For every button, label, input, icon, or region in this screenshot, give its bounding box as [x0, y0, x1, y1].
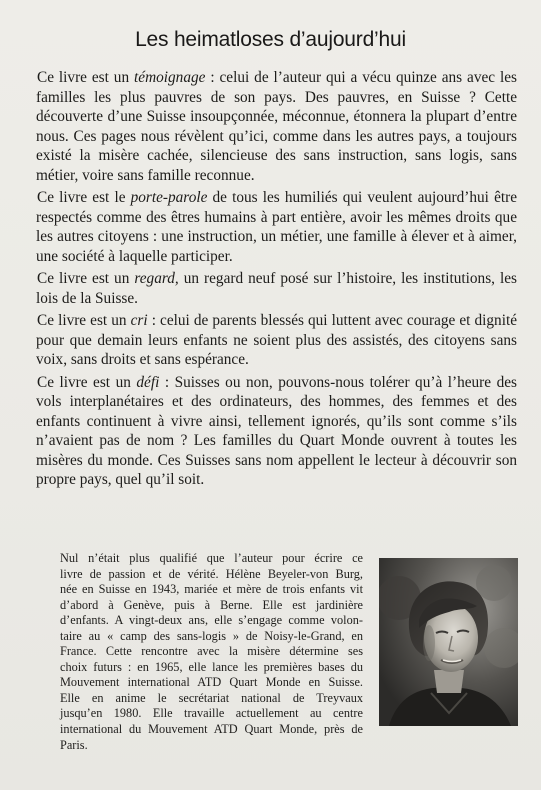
- paragraph-body: : Suisses ou non, pouvons-nous tolérer qu’à l’heure des vols interplanétaires et des ordinateurs, des hommes, des femmes et des enfants continuent à vivre ainsi, tellement ignorés, qu’ils sont comme s’ils n’avaient pas de nom ? Les familles du Quart Monde ouvrent à toutes les misères du monde. Ces Suisses sans nom appellent le lecteur à découvrir son propre pays, quel qu’il soit.: [36, 373, 517, 488]
- bio-line: Mouvement international ATD Quart Monde en Suisse.: [60, 675, 363, 690]
- blurb-paragraph-cri: [36, 311, 517, 370]
- bio-line: Paris.: [60, 737, 88, 752]
- paragraph-body: de tous les humiliés qui veulent aujourd’hui être respectés comme des êtres humains à part entière, avoir les mêmes droits que les autres citoyens : une instruction, un métier, une famille à élever et à aimer, une société à laquelle participer.: [36, 189, 517, 265]
- paragraph-lead: Ce livre est un: [37, 69, 135, 86]
- blurb-text: [36, 68, 517, 493]
- blurb-paragraph-regard: [36, 269, 517, 308]
- paragraph-keyword: regard,: [134, 270, 179, 287]
- bio-line: livre de passion et de vérité. Hélène Beyeler-von Burg,: [60, 566, 363, 581]
- paragraph-lead: Ce livre est le: [37, 189, 131, 206]
- bio-line: choix futurs : en 1965, elle lance les premières bases du: [60, 659, 363, 674]
- bio-line: jusqu’en 1980. Elle travaille actuellement au centre: [60, 706, 363, 721]
- author-photo: [379, 558, 518, 726]
- cover-title: Les heimatloses d’aujourd’hui: [135, 28, 406, 51]
- paragraph-keyword: témoignage: [134, 69, 206, 86]
- bio-line: taire au « camp des sans-logis » de Noisy-le-Grand, en: [60, 628, 363, 643]
- bio-line: d’enfants. A vingt-deux ans, elle s’engage comme volon-: [60, 613, 363, 628]
- bio-line: née en Suisse en 1943, mariée et mère de trois enfants vit: [60, 582, 363, 597]
- bio-line: Nul n’était plus qualifié que l’auteur pour écrire ce: [60, 551, 363, 565]
- paragraph-body: : celui de l’auteur qui a vécu quinze ans avec les familles les plus pauvres de son pays. Des pauvres, en Suisse ? Cette découverte d’une Suisse insoupçonnée, méconnue, étonnera la plupart d’entre nous. Ces pages nous révèlent qu’ici, comme dans les autres pays, a toujours existé la misère cachée, silencieuse des sans instruction, sans logis, sans métier, voire sans famille reconnue.: [36, 69, 517, 184]
- paragraph-lead: Ce livre est un: [37, 270, 135, 287]
- paragraph-lead: Ce livre est un: [37, 312, 131, 329]
- paragraph-keyword: défi: [136, 373, 160, 391]
- bio-line: international du Mouvement ATD Quart Monde, près de: [60, 722, 363, 737]
- bio-line: France. Cette rencontre avec la misère détermine ses: [60, 644, 363, 659]
- author-biography: [60, 551, 363, 753]
- blurb-paragraph-temoignage: [36, 68, 517, 185]
- bio-line: d’abord à Genève, puis à Berne. Elle est jardinière: [60, 597, 363, 612]
- paragraph-body: un regard neuf posé sur l’histoire, les institutions, les lois de la Suisse.: [36, 270, 517, 307]
- bio-line: Elle en anime le secrétariat national de Treyvaux: [60, 690, 363, 705]
- paragraph-keyword: cri: [130, 312, 148, 329]
- paragraph-body: : celui de parents blessés qui luttent avec courage et dignité pour que demain leurs enfants ne soient plus des assistés, des citoyens sans voix, sans droits et sans espérance.: [36, 312, 517, 368]
- paragraph-keyword: porte-parole: [130, 189, 208, 206]
- author-portrait-image: [379, 558, 518, 726]
- blurb-paragraph-defi: [36, 373, 517, 490]
- blurb-paragraph-porte-parole: [36, 188, 517, 266]
- paragraph-lead: Ce livre est un: [37, 373, 137, 391]
